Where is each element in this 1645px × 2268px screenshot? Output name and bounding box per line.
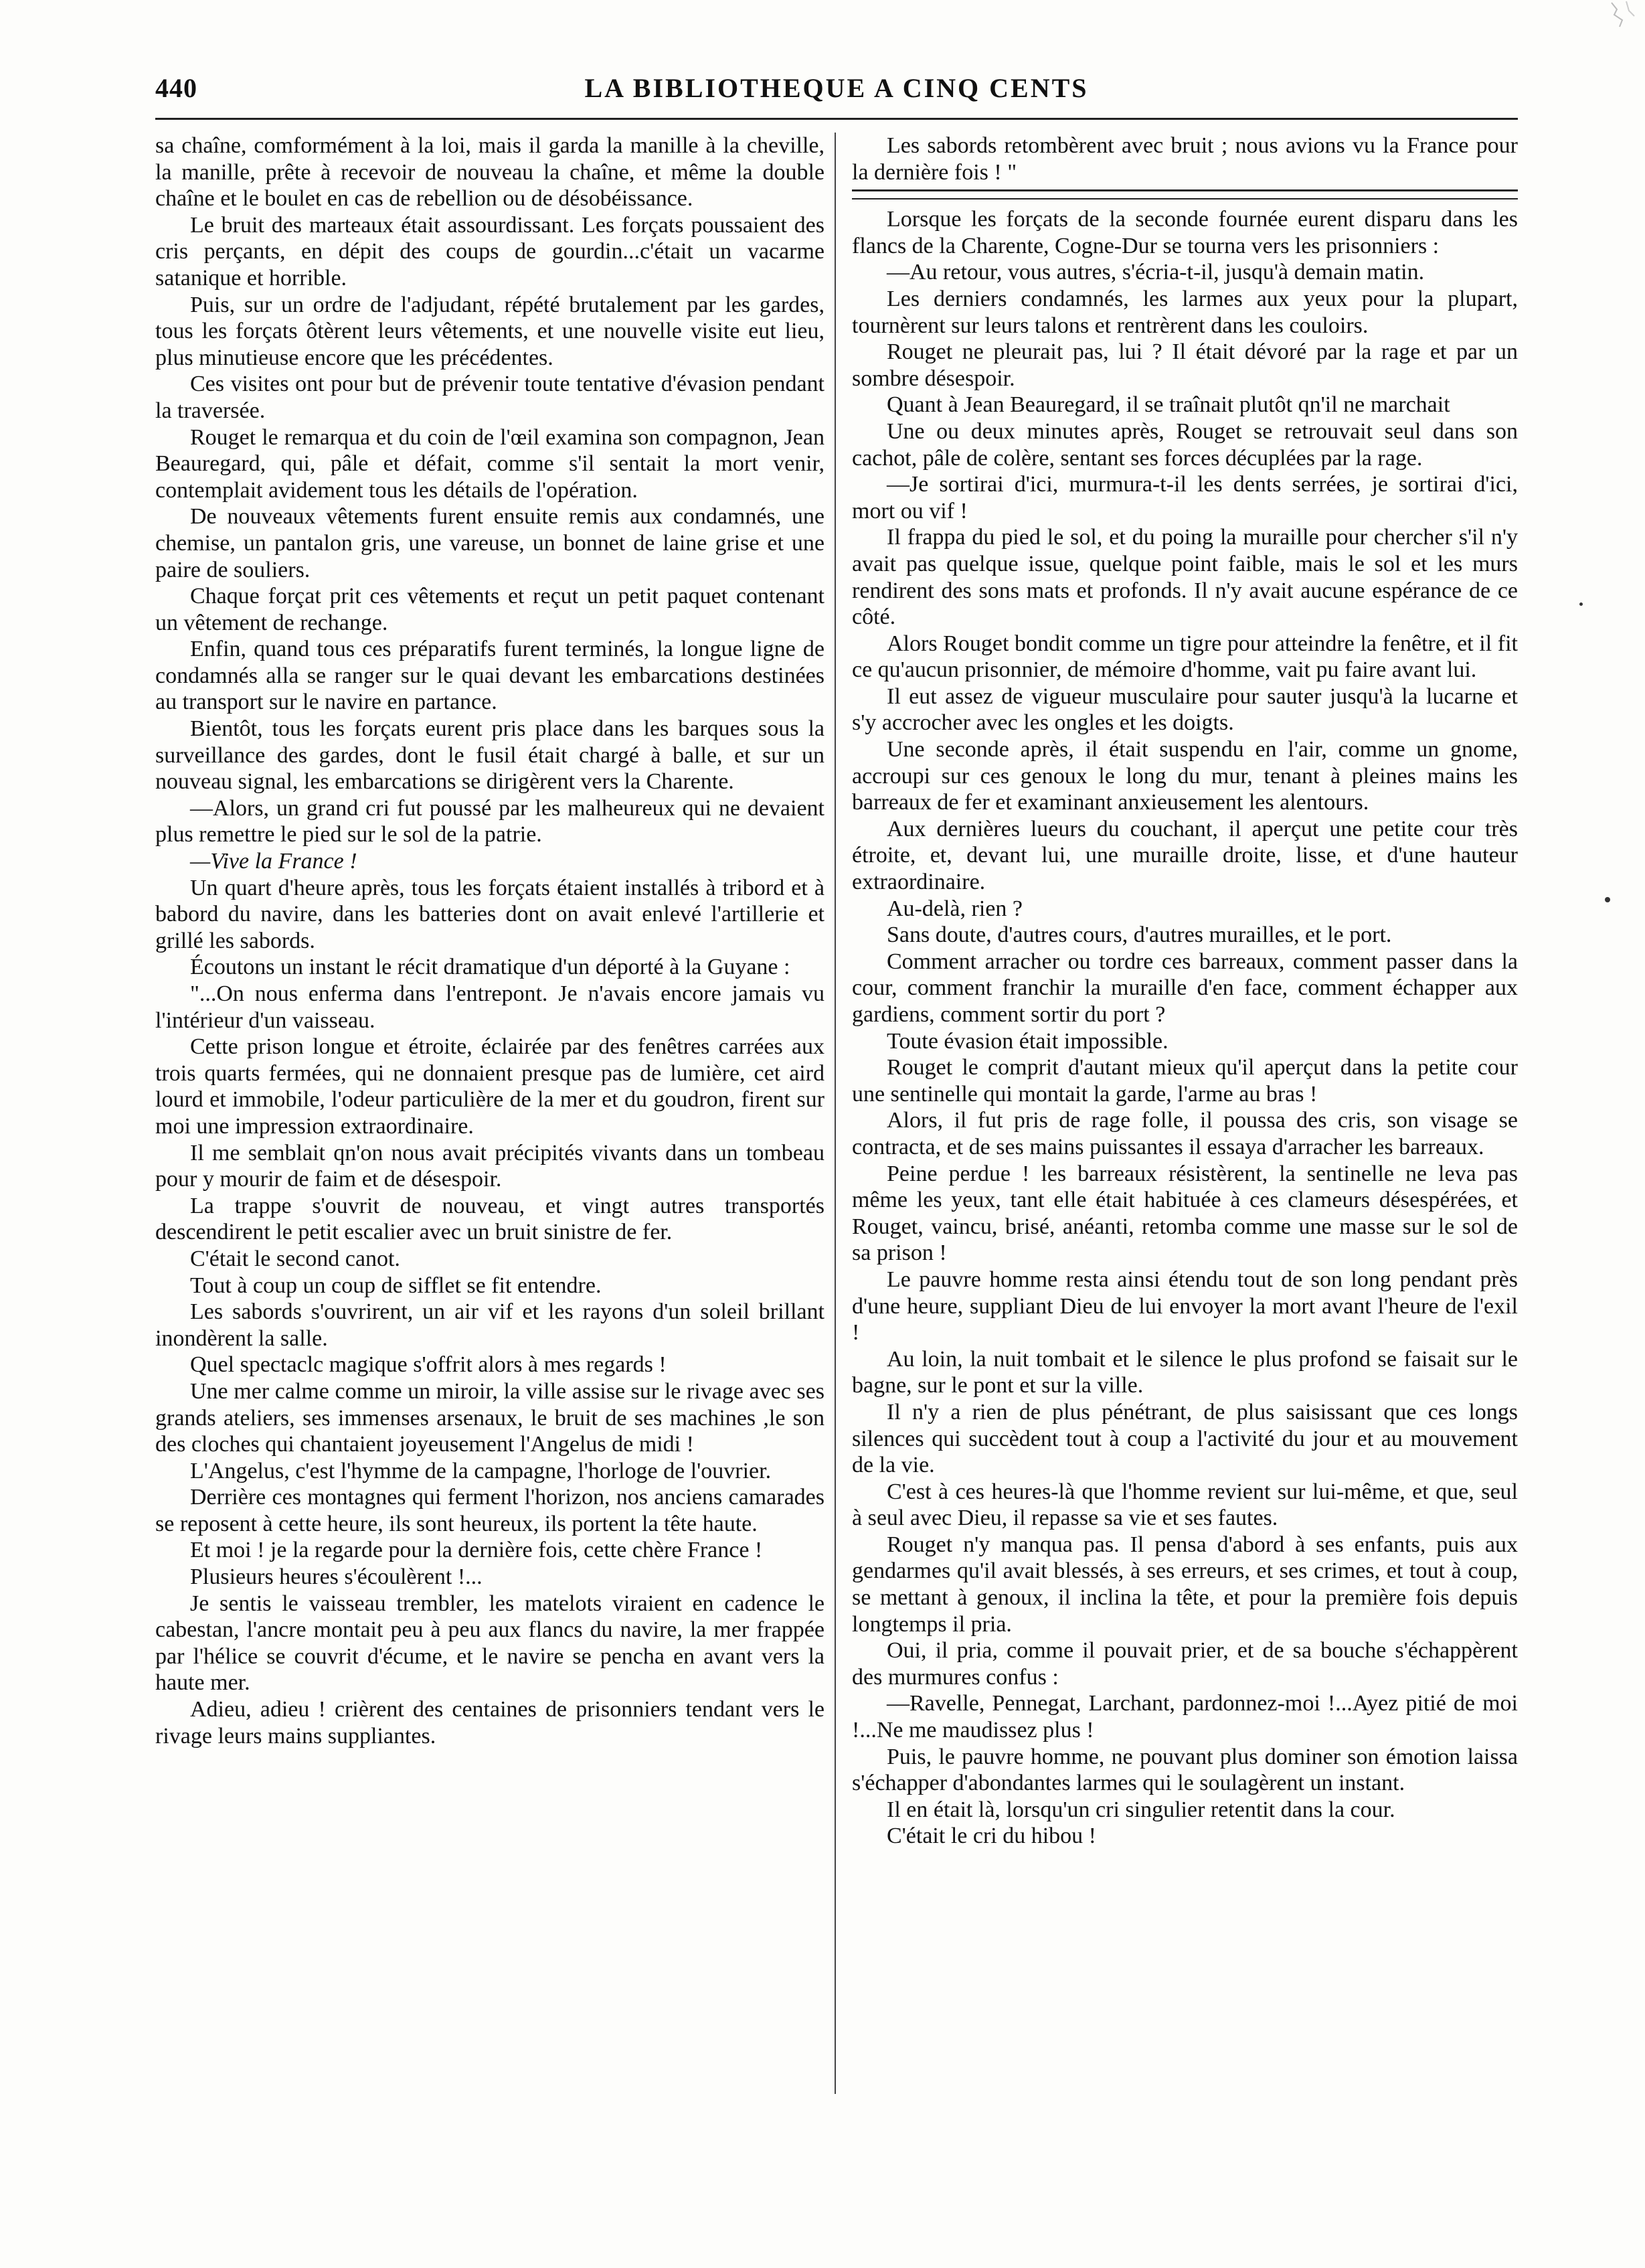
left-column <box>155 133 825 1749</box>
page-corner-stain <box>1585 0 1645 40</box>
paragraph: Enfin, quand tous ces préparatifs furent terminés, la longue ligne de condamnés alla se ranger sur le quai devant les embarcations destinées au transport sur le navire en partance. <box>155 637 825 715</box>
paragraph: Il eut assez de vigueur musculaire pour sauter jusqu'à la lucarne et s'y accrocher avec les ongles et les doigts. <box>852 683 1518 736</box>
paragraph: Comment arracher ou tordre ces barreaux, comment passer dans la cour, comment franchir la muraille d'en face, comment échapper aux gardiens, comment sortir du port ? <box>852 949 1518 1027</box>
paragraph: Au loin, la nuit tombait et le silence le plus profond se faisait sur le bagne, sur le pont et sur la ville. <box>852 1346 1518 1398</box>
paragraph: Puis, le pauvre homme, ne pouvant plus dominer son émotion laissa s'échapper d'abondantes larmes qui le soulagèrent un instant. <box>852 1744 1518 1796</box>
paragraph: —Au retour, vous autres, s'écria-t-il, jusqu'à demain matin. <box>887 260 1425 285</box>
paragraph: Au-delà, rien ? <box>887 896 1023 921</box>
paragraph: Il n'y a rien de plus pénétrant, de plus saisissant que ces longs silences qui succèdent tout à coup a l'activité du jour et au mouvement de la vie. <box>852 1399 1518 1478</box>
paragraph: Adieu, adieu ! crièrent des centaines de prisonniers tendant vers le rivage leurs mains suppliantes. <box>155 1697 825 1749</box>
paragraph: Il en était là, lorsqu'un cri singulier retentit dans la cour. <box>887 1797 1395 1822</box>
paragraph: Rouget le comprit d'autant mieux qu'il aperçut dans la petite cour une sentinelle qui montait la garde, l'arme au bras ! <box>852 1055 1518 1107</box>
paragraph: C'est à ces heures-là que l'homme revient sur lui-même, et que, seul à seul avec Dieu, il repasse sa vie et ses fautes. <box>852 1479 1518 1531</box>
header-rule <box>155 118 1518 120</box>
paragraph: Rouget n'y manqua pas. Il pensa d'abord à ses enfants, puis aux gendarmes qu'il avait blessés, à ses erreurs, et ses crimes, et tout à coup, se mettant à genoux, il inclina la tête, et pour la première fois depuis longtemps il pria. <box>852 1532 1518 1637</box>
paragraph: Aux dernières lueurs du couchant, il aperçut une petite cour très étroite, et, devant lui, une muraille droite, lisse, et d'une hauteur extraordinaire. <box>852 816 1518 895</box>
paragraph: Sans doute, d'autres cours, d'autres murailles, et le port. <box>887 922 1392 948</box>
paragraph: Cette prison longue et étroite, éclairée par des fenêtres carrées aux trois quarts fermées, qui ne donnaient presque pas de lumière, cet aird lourd et immobile, l'odeur particulière de la mer et du goudron, firent sur moi une impression extraordinaire. <box>155 1034 825 1139</box>
paragraph: Bientôt, tous les forçats eurent pris place dans les barques sous la surveillance des gardes, dont le fusil était chargé à balle, et sur un nouveau signal, les embarcations se dirigèrent vers la Charente. <box>155 716 825 795</box>
right-column <box>852 133 1518 1850</box>
paragraph: Les sabords s'ouvrirent, un air vif et les rayons d'un soleil brillant inondèrent la salle. <box>155 1299 825 1351</box>
paragraph: Alors Rouget bondit comme un tigre pour atteindre la fenêtre, et il fit ce qu'aucun prisonnier, de mémoire d'homme, vait pu faire avant lui. <box>852 631 1518 683</box>
paragraph: Une seconde après, il était suspendu en l'air, comme un gnome, accroupi sur ces genoux le long du mur, tenant à pleines mains les barreaux de fer et examinant anxieusement les alentours. <box>852 737 1518 815</box>
paragraph: Les sabords retombèrent avec bruit ; nous avions vu la France pour la dernière fois ! " <box>852 133 1518 185</box>
paragraph: Le bruit des marteaux était assourdissant. Les forçats poussaient des cris perçants, en dépit des coups de gourdin...c'était un vacarme satanique et horrible. <box>155 212 825 291</box>
paragraph: —Ravelle, Pennegat, Larchant, pardonnez-moi !...Ayez pitié de moi !...Ne me maudissez plus ! <box>852 1691 1518 1743</box>
paragraph: Chaque forçat prit ces vêtements et reçut un petit paquet contenant un vêtement de rechange. <box>155 584 825 635</box>
paragraph: Rouget ne pleurait pas, lui ? Il était dévoré par la rage et par un sombre désespoir. <box>852 339 1518 391</box>
paragraph: Alors, il fut pris de rage folle, il poussa des cris, son visage se contracta, et de ses mains puissantes il essaya d'arracher les barreaux. <box>852 1108 1518 1159</box>
running-title: LA BIBLIOTHEQUE A CINQ CENTS <box>584 73 1089 103</box>
paragraph: C'était le cri du hibou ! <box>887 1824 1096 1849</box>
page-header <box>155 72 1518 110</box>
paragraph: La trappe s'ouvrit de nouveau, et vingt autres transportés descendirent le petit escalier avec un bruit sinistre de fer. <box>155 1193 825 1245</box>
paragraph: Quel spectaclc magique s'offrit alors à mes regards ! <box>190 1352 667 1378</box>
paragraph: De nouveaux vêtements furent ensuite remis aux condamnés, une chemise, un pantalon gris, une vareuse, un bonnet de laine grise et une paire de souliers. <box>155 504 825 582</box>
paragraph: Lorsque les forçats de la seconde fournée eurent disparu dans les flancs de la Charente, Cogne-Dur se tourna vers les prisonniers : <box>852 207 1518 258</box>
page-number: 440 <box>155 73 197 103</box>
paragraph: Il frappa du pied le sol, et du poing la muraille pour chercher s'il n'y avait pas quelque issue, quelque point faible, mais le sol et les murs rendirent des sons mats et profonds. Il n'y avait aucune espérance de ce côté. <box>852 525 1518 630</box>
paragraph: Derrière ces montagnes qui ferment l'horizon, nos anciens camarades se reposent à cette heure, ils sont heureux, ils portent la tête haute. <box>155 1485 825 1536</box>
paragraph: Une ou deux minutes après, Rouget se retrouvait seul dans son cachot, pâle de colère, sentant ses forces décuplées par la rage. <box>852 418 1518 471</box>
paragraph: Peine perdue ! les barreaux résistèrent, la sentinelle ne leva pas même les yeux, tant elle était habituée à ces clameurs désespérées, et Rouget, vaincu, brisé, anéanti, retomba comme une masse sur le sol de sa prison ! <box>852 1161 1518 1266</box>
paragraph: Une mer calme comme un miroir, la ville assise sur le rivage avec ses grands ateliers, ses immenses arsenaux, le bruit de ses machines ,le son des cloches qui chantaient joyeusement l'Angelus de midi ! <box>155 1378 825 1457</box>
paragraph: Oui, il pria, comme il pouvait prier, et de sa bouche s'échappèrent des murmures confus : <box>852 1638 1518 1690</box>
paragraph: Je sentis le vaisseau trembler, les matelots viraient en cadence le cabestan, l'ancre montait peu à peu aux flancs du navire, la mer frappée par l'hélice se couvrit d'écume, et le navire se pencha en avant vers la haute mer. <box>155 1591 825 1696</box>
ink-speck <box>1579 602 1583 606</box>
paragraph: Le pauvre homme resta ainsi étendu tout de son long pendant près d'une heure, suppliant Dieu de lui envoyer la mort avant l'heure de l'exil ! <box>852 1267 1518 1346</box>
paragraph: Ces visites ont pour but de prévenir toute tentative d'évasion pendant la traversée. <box>155 372 825 423</box>
section-separator <box>852 189 1518 199</box>
paragraph: —Je sortirai d'ici, murmura-t-il les dents serrées, je sortirai d'ici, mort ou vif ! <box>852 472 1518 523</box>
paragraph: Tout à coup un coup de sifflet se fit entendre. <box>190 1273 602 1298</box>
stain-icon <box>1585 0 1645 40</box>
paragraph: Les derniers condamnés, les larmes aux yeux pour la plupart, tournèrent sur leurs talons et rentrèrent dans les couloirs. <box>852 286 1518 338</box>
paragraph: —Vive la France ! <box>190 849 357 874</box>
paragraph: Puis, sur un ordre de l'adjudant, répété brutalement par les gardes, tous les forçats ôtèrent leurs vêtements, et une nouvelle visite eut lieu, plus minutieuse encore que les précédentes. <box>155 292 825 370</box>
paragraph: sa chaîne, comformément à la loi, mais il garda la manille à la cheville, la manille, prête à recevoir de nouveau la chaîne, et même la double chaîne et le boulet en cas de rebellion ou de désobéissance. <box>155 133 825 212</box>
paragraph: Il me semblait qn'on nous avait précipités vivants dans un tombeau pour y mourir de faim et de désespoir. <box>155 1140 825 1192</box>
paragraph: "...On nous enferma dans l'entrepont. Je n'avais encore jamais vu l'intérieur d'un vaisseau. <box>155 981 825 1033</box>
column-divider <box>835 133 836 2094</box>
paragraph: —Alors, un grand cri fut poussé par les malheureux qui ne devaient plus remettre le pied sur le sol de la patrie. <box>155 795 825 847</box>
paragraph: Un quart d'heure après, tous les forçats étaient installés à tribord et à babord du navire, dans les batteries dont on avait enlevé l'artillerie et grillé les sabords. <box>155 875 825 953</box>
ink-speck <box>1605 897 1610 902</box>
paragraph: L'Angelus, c'est l'hymme de la campagne, l'horloge de l'ouvrier. <box>190 1458 772 1483</box>
paragraph: C'était le second canot. <box>190 1246 400 1271</box>
paragraph: Toute évasion était impossible. <box>887 1028 1168 1054</box>
paragraph: Et moi ! je la regarde pour la dernière fois, cette chère France ! <box>190 1538 763 1563</box>
paragraph: Rouget le remarqua et du coin de l'œil examina son compagnon, Jean Beauregard, qui, pâle et défait, comme s'il sentait la mort venir, contemplait avidement tous les détails de l'opération. <box>155 424 825 503</box>
paragraph: Écoutons un instant le récit dramatique d'un déporté à la Guyane : <box>190 955 790 980</box>
paragraph: Quant à Jean Beauregard, il se traînait plutôt qn'il ne marchait <box>887 392 1450 418</box>
paragraph: Plusieurs heures s'écoulèrent !... <box>190 1564 483 1590</box>
